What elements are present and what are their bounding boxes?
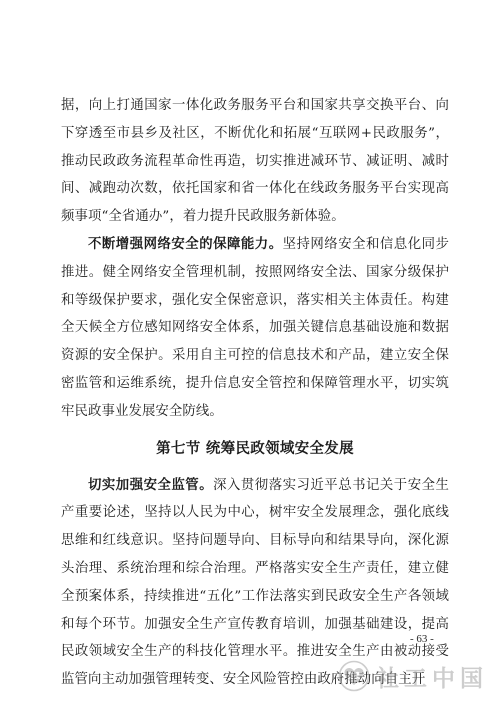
paragraph-network-security [61, 231, 449, 426]
paragraph-lead: 切实加强安全监管。 [88, 476, 214, 493]
watermark-text: 社工中国 [376, 665, 488, 692]
paragraph-text: 据，向上打通国家一体化政务服务平台和国家共享交换平台、向下穿透至市县乡及社区，不断优化和拓展“互联网+民政服务”，推动民政政务流程革命性再造，切实推进减环节、减证明、减时间、减跑动次数，依托国家和省一体化在线政务服务平台实现高频事项“全省通办”，着力提升民政服务新体验。 [61, 98, 449, 225]
watermark [338, 660, 488, 692]
page-body [61, 92, 449, 694]
section-title: 第七节 统筹民政领域安全发展 [156, 440, 354, 457]
paragraph-text: 坚持网络安全和信息化同步推进。健全网络安全管理机制，按照网络安全法、国家分级保护和等级保护要求，强化安全保密意识，落实相关主体责任。构建全天候全方位感知网络安全体系，加强关键信息基础设施和数据资源的安全保护。采用自主可控的信息技术和产品，建立安全保密监管和运维系统，提升信息安全管控和保障管理水平，切实筑牢民政事业发展安全防线。 [61, 236, 449, 419]
page-number: - 63 - [410, 633, 434, 645]
paragraph-text: 深入贯彻落实习近平总书记关于安全生产重要论述，坚持以人民为中心，树牢安全发展理念，强化底线思维和红线意识。坚持问题导向、目标导向和结果导向，深化源头治理、系统治理和综合治理。严格落实安全生产责任，建立健全预案体系，持续推进“五化”工作法落实到民政安全生产各领域和每个环节。加强安全生产宣传教育培训，加强基础建设，提高民政领域安全生产的科技化管理水平。推进安全生产由被动接受监管向主动加强管理转变、安全风险管控由政府推动向自主开 [61, 477, 449, 688]
paragraph-continuation [61, 92, 449, 231]
heart-people-logo-icon [338, 660, 370, 692]
paragraph-lead: 不断增强网络安全的保障能力。 [88, 235, 283, 252]
